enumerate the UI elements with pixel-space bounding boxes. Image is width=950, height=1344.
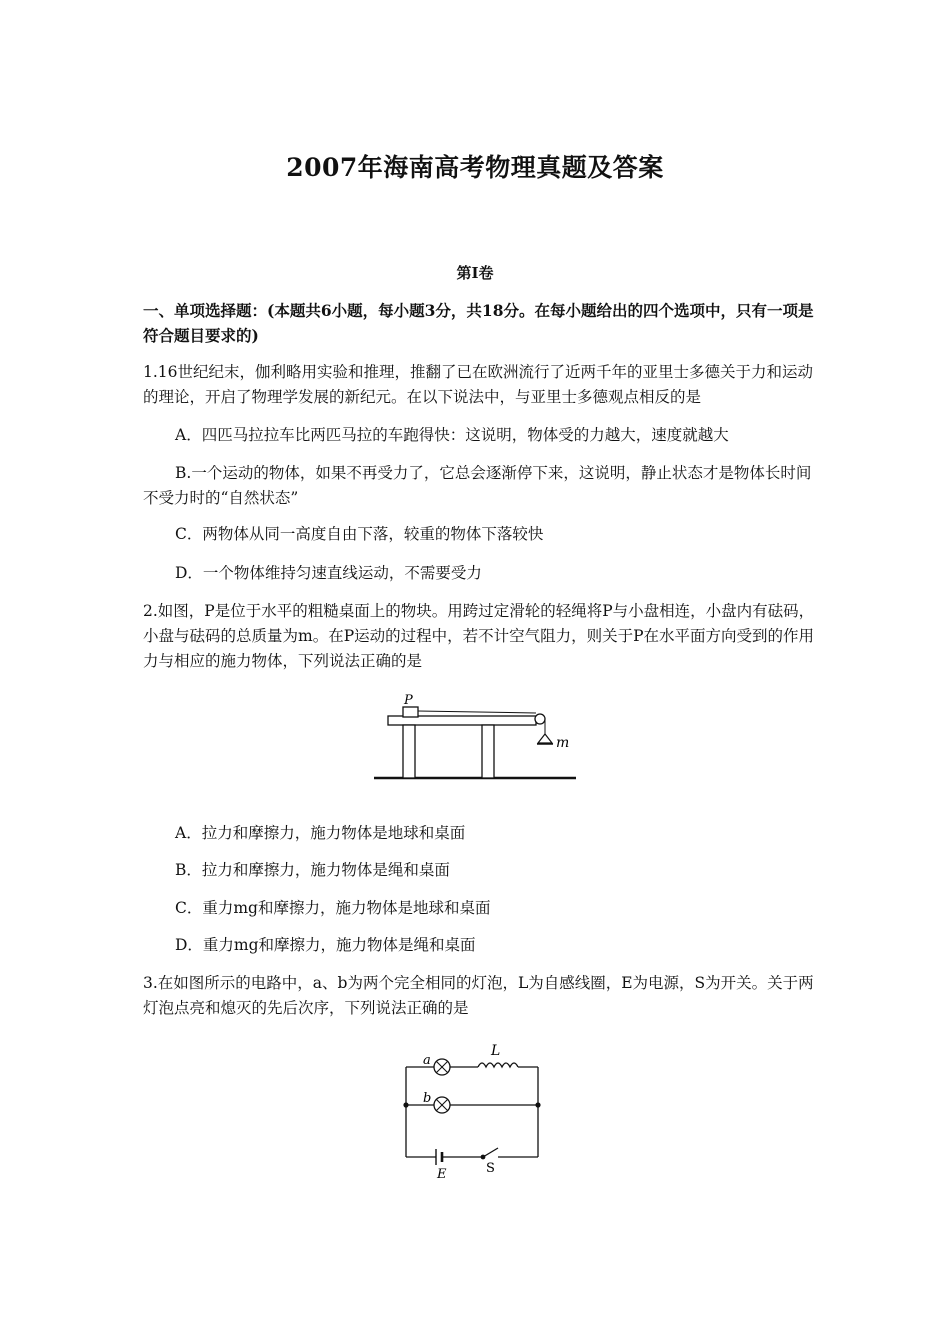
table-leg-right [482,725,494,778]
part1-heading: 一、单项选择题：(本题共6小题，每小题3分，共18分。在每小题给出的四个选项中，只有一项是符合题目要求的) [143,301,814,345]
question-1-option-a: A．四匹马拉拉车比两匹马拉的车跑得快：这说明，物体受的力越大，速度就越大 [175,426,729,444]
label-e: E [437,1167,447,1182]
question-2-option-d: D．重力mg和摩擦力，施力物体是绳和桌面 [175,936,476,954]
question-3-stem: 3.在如图所示的电路中，a、b为两个完全相同的灯泡，L为自感线圈，E为电源，S为开关。关于两灯泡点亮和熄灭的先后次序，下列说法正确的是 [143,974,814,1017]
block-p [403,707,418,717]
document-title: 2007年海南高考物理真题及答案 [286,153,664,182]
label-p: P [404,693,413,708]
junction-right [535,1102,540,1107]
hanging-pan [538,734,552,743]
label-l: L [491,1043,501,1059]
junction-left [403,1102,408,1107]
question-2-stem: 2.如图，P是位于水平的粗糙桌面上的物块。用跨过定滑轮的轻绳将P与小盘相连，小盘内有砝码，小盘与砝码的总质量为m。在P运动的过程中，若不计空气阻力，则关于P在水平面方向受到的作用力与相应的施力物体，下列说法正确的是 [143,602,815,670]
question-2-option-a: A．拉力和摩擦力，施力物体是地球和桌面 [175,824,466,842]
label-b: b [423,1091,432,1106]
question-2-option-b: B．拉力和摩擦力，施力物体是绳和桌面 [175,861,450,879]
question-1-option-b: B.一个运动的物体，如果不再受力了，它总会逐渐停下来，这说明，静止状态才是物体长时间不受力时的“自然状态” [143,464,812,507]
label-s: S [486,1161,495,1176]
pulley [535,714,545,724]
question-2-option-c: C．重力mg和摩擦力，施力物体是地球和桌面 [175,899,491,917]
question-1-stem: 1.16世纪纪末，伽利略用实验和推理，推翻了已在欧洲流行了近两千年的亚里士多德关于力和运动的理论，开启了物理学发展的新纪元。在以下说法中，与亚里士多德观点相反的是 [143,363,814,406]
rope-horizontal [418,711,536,713]
question-1-option-c: C．两物体从同一高度自由下落，较重的物体下落较快 [175,525,544,543]
switch-s [483,1148,498,1157]
circuit-figure [398,1040,548,1182]
table-pulley-figure [370,692,580,784]
question-1-option-d: D．一个物体维持匀速直线运动，不需要受力 [175,564,482,582]
label-a: a [423,1053,431,1068]
label-m: m [556,735,570,751]
inductor-l [478,1063,518,1067]
section-heading: 第Ⅰ卷 [456,264,494,282]
table-leg-left [403,725,415,778]
